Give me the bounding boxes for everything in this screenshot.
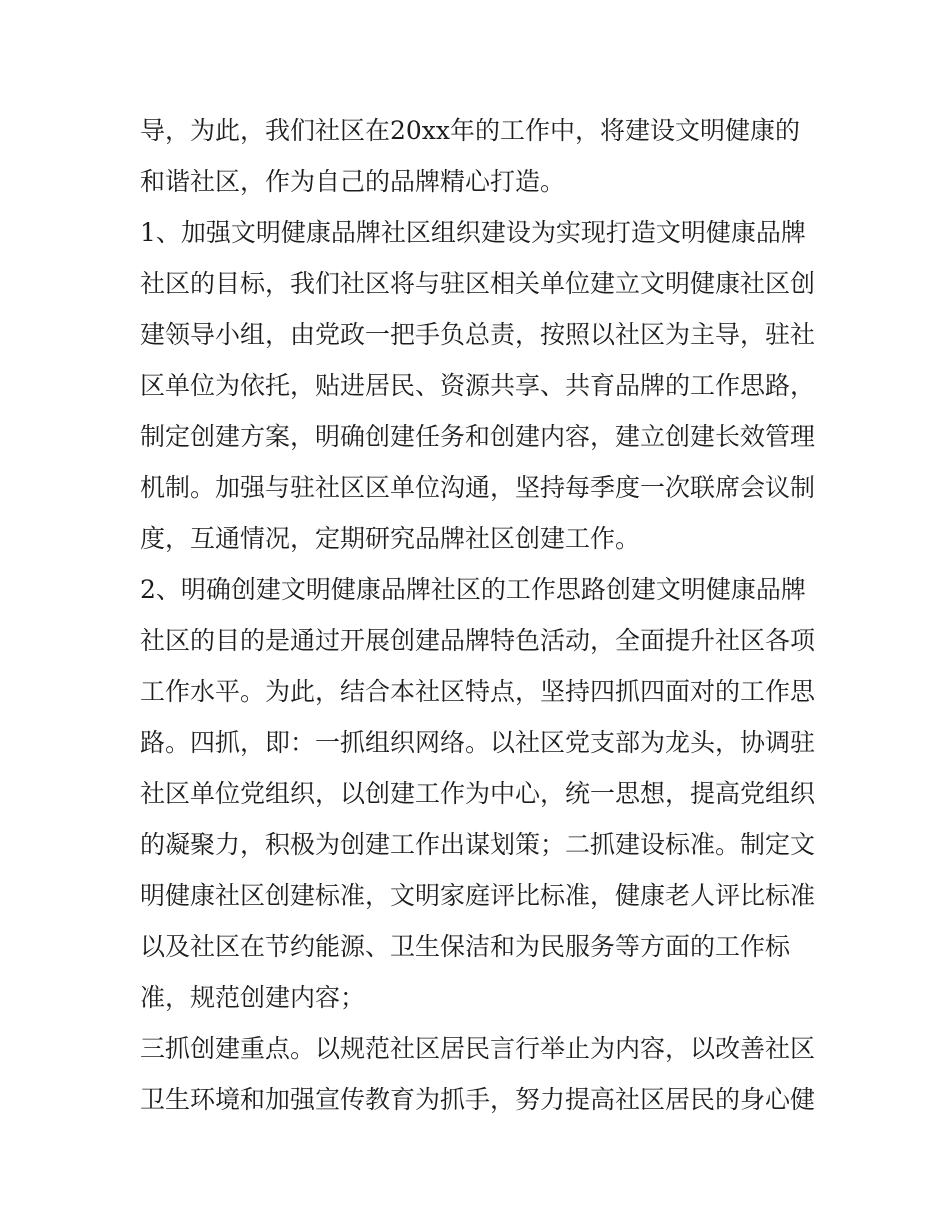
text-line: 建领导小组，由党政一把手负总责，按照以社区为主导，驻社 (140, 320, 816, 349)
text-line: 以及社区在节约能源、卫生保洁和为民服务等方面的工作标 (140, 932, 791, 961)
text-line: 工作水平。为此，结合本社区特点，坚持四抓四面对的工作思 (140, 677, 816, 706)
text-line: 社区的目标，我们社区将与驻区相关单位建立文明健康社区创 (140, 269, 816, 298)
text-line: 社区单位党组织，以创建工作为中心，统一思想，提高党组织 (140, 779, 816, 808)
text-line: 区单位为依托，贴进居民、资源共享、共育品牌的工作思路， (140, 371, 816, 400)
text-line: 1、加强文明健康品牌社区组织建设为实现打造文明健康品牌 (140, 218, 806, 247)
text-line: 机制。加强与驻社区区单位沟通，坚持每季度一次联席会议制 (140, 473, 816, 502)
text-line: 的凝聚力，积极为创建工作出谋划策；二抓建设标准。制定文 (140, 830, 816, 859)
text-line: 明健康社区创建标准，文明家庭评比标准，健康老人评比标准 (140, 881, 816, 910)
text-line: 三抓创建重点。以规范社区居民言行举止为内容，以改善社区 (140, 1034, 816, 1063)
body-text (140, 105, 820, 1125)
text-line: 准，规范创建内容； (140, 983, 366, 1012)
text-line: 社区的目的是通过开展创建品牌特色活动，全面提升社区各项 (140, 626, 816, 655)
text-line: 导，为此，我们社区在20xx年的工作中，将建设文明健康的 (140, 116, 801, 145)
text-line: 路。四抓，即：一抓组织网络。以社区党支部为龙头，协调驻 (140, 728, 816, 757)
text-line: 度，互通情况，定期研究品牌社区创建工作。 (140, 524, 641, 553)
text-line: 卫生环境和加强宣传教育为抓手，努力提高社区居民的身心健 (140, 1085, 816, 1114)
text-line: 2、明确创建文明健康品牌社区的工作思路创建文明健康品牌 (140, 575, 806, 604)
text-line: 和谐社区，作为自己的品牌精心打造。 (140, 167, 566, 196)
text-line: 制定创建方案，明确创建任务和创建内容，建立创建长效管理 (140, 422, 816, 451)
